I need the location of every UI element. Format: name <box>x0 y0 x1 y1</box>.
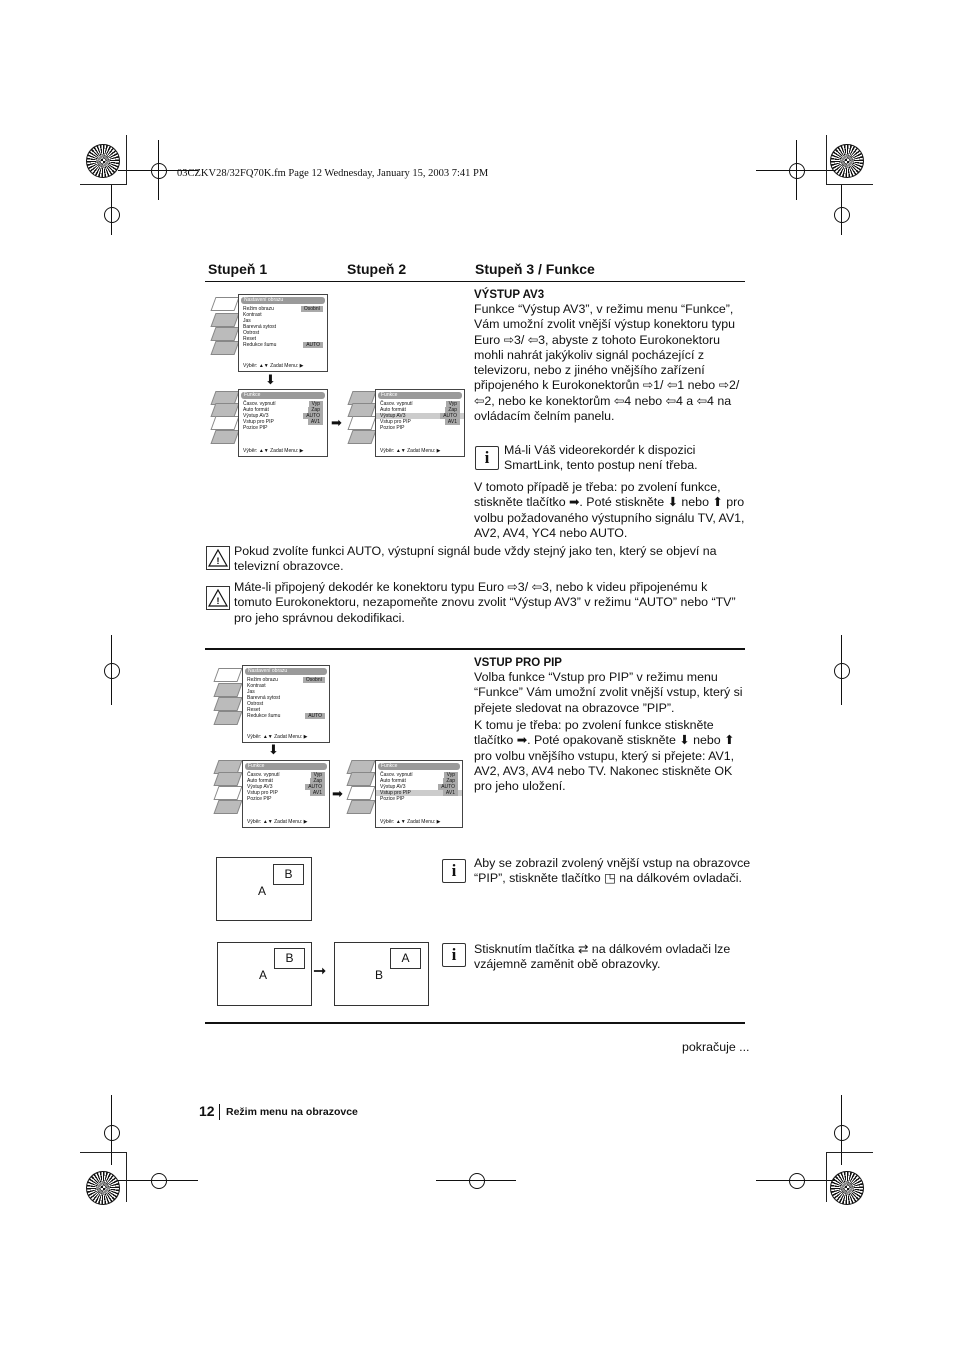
section-divider <box>205 648 745 650</box>
menu-row-label: Časov. vypnutí <box>243 401 276 407</box>
crop-line <box>436 1180 516 1181</box>
menu-row-label: Výstup AV3 <box>243 413 269 419</box>
menu-tab-icon <box>213 697 242 711</box>
section1-info: Má-li Váš videorekordér k dispozici SmartLink, tento postup není třeba. <box>504 443 698 473</box>
menu-row-label: Ostrost <box>243 330 260 336</box>
svg-text:!: ! <box>216 556 220 566</box>
pip-inset: B <box>273 864 304 885</box>
crop-line <box>826 1152 827 1202</box>
menu-row-value: AUTO <box>440 413 460 419</box>
menu-footer: Výběr: ▲▼ Zadat Menu: ▶ <box>247 819 308 825</box>
arrow-down-icon: ⬇ <box>268 742 279 757</box>
arrow-right-icon: ➞ <box>313 963 327 980</box>
menu-tab-icon <box>213 786 242 800</box>
registration-mark <box>789 163 805 179</box>
crop-line <box>756 170 836 171</box>
function-menu <box>242 760 330 828</box>
menu-tab-icon <box>346 772 375 786</box>
function-menu <box>238 389 328 457</box>
swap-info-text: Stisknutím tlačítka ⇄ na dálkovém ovladači lze vzájemně zaměnit obě obrazovky. <box>474 942 731 972</box>
crop-line <box>841 1095 842 1165</box>
menu-row-label: Ostrost <box>247 701 264 707</box>
section-divider <box>205 1022 745 1024</box>
menu-row-value: Vyp <box>311 772 325 778</box>
pip-main-label: B <box>375 968 384 982</box>
menu-tab-icon <box>213 711 242 725</box>
crop-line <box>111 635 112 705</box>
menu-row-value: Zap <box>445 407 460 413</box>
registration-mark <box>151 163 167 179</box>
menu-row-label: Výstup AV3 <box>247 784 273 790</box>
arrow-down-icon: ⬇ <box>265 372 276 387</box>
menu-tab-icon <box>346 786 375 800</box>
menu-title: Nastavení obrazu <box>241 297 325 304</box>
menu-row <box>239 342 327 348</box>
menu-row-label: Auto formát <box>247 778 273 784</box>
pip-info-text: Aby se zobrazil zvolený vnější vstup na obrazovce “PIP”, stiskněte tlačítko ◳ na dálkovém ovladači. <box>474 856 751 886</box>
section1-paragraph1: Funkce “Výstup AV3”, v režimu menu “Funkce”, Vám umožní zvolit vnější výstup konektoru typu Euro ⇨3/ ⇦3, abyste z tohoto Eurokonektoru mohli nahrát jakýkoliv signál pocházející z televizoru, nebo z jiného vnějšího zařízení připojeného k Eurokonektorůn ⇨1/ ⇦1 nebo ⇨2/ ⇦2, nebo ke konektorům ⇦4 nebo ⇦4 a ⇦4 na ovládacím čelním panelu. <box>474 302 740 424</box>
menu-row-label: Vstup pro PIP <box>380 790 411 796</box>
registration-burst-tr <box>830 144 864 178</box>
menu-row-label: Vstup pro PIP <box>247 790 278 796</box>
menu-row-value: Zap <box>308 407 323 413</box>
menu-footer: Výběr: ▲▼ Zadat Menu: ▶ <box>243 448 304 454</box>
menu-title: Funkce <box>241 392 325 399</box>
section2-title: VSTUP PRO PIP <box>474 657 562 669</box>
crop-line <box>826 135 827 185</box>
menu-row-label: Jas <box>243 318 251 324</box>
menu-row-label: Kontrast <box>243 312 262 318</box>
registration-mark <box>834 1125 850 1141</box>
menu-row-label: Režim obrazu <box>243 306 274 312</box>
menu-row-label: Pozice PIP <box>380 796 405 802</box>
crop-line <box>126 135 127 185</box>
menu-row-value: AV1 <box>445 419 460 425</box>
menu-row <box>239 425 327 431</box>
registration-mark <box>104 663 120 679</box>
chapter-title: Režim menu na obrazovce <box>226 1106 358 1118</box>
menu-tab-icon <box>210 403 239 417</box>
menu-row-label: Vstup pro PIP <box>243 419 274 425</box>
pip-inset: B <box>274 948 305 969</box>
menu-row-label: Auto formát <box>243 407 269 413</box>
arrow-right-icon: ➡ <box>332 786 343 801</box>
crop-line <box>80 1152 127 1153</box>
menu-footer: Výběr: ▲▼ Zadat Menu: ▶ <box>380 448 441 454</box>
menu-row-value: Vyp <box>446 401 460 407</box>
menu-tab-icon <box>210 341 239 355</box>
warning-text-decoder: Máte-li připojený dekodér ke konektoru typu Euro ⇨3/ ⇦3, nebo k videu připojenému k tomuto Eurokonektoru, nezapomeňte znovu zvolit “Výstup AV3” v režimu “AUTO” nebo “TV” pro jeho správnou dekodifikaci. <box>234 580 736 625</box>
menu-row-value: Osobní <box>301 306 323 312</box>
pip-inset: A <box>390 948 421 969</box>
menu-footer: Výběr: ▲▼ Zadat Menu: ▶ <box>243 363 304 369</box>
file-info: 03CZKV28/32FQ70K.fm Page 12 Wednesday, January 15, 2003 7:41 PM <box>177 168 489 179</box>
registration-mark <box>104 1125 120 1141</box>
step3-heading: Stupeň 3 / Funkce <box>475 261 595 277</box>
footer-separator <box>219 1104 220 1120</box>
step2-heading: Stupeň 2 <box>347 261 407 277</box>
menu-row-label: Jas <box>247 689 255 695</box>
menu-tab-icon <box>346 800 375 814</box>
menu-row-label: Redukce šumu <box>243 342 277 348</box>
menu-tab-icon <box>213 800 242 814</box>
menu-row-value: AV1 <box>443 790 458 796</box>
heading-rule <box>205 281 745 282</box>
menu-row-label: Časov. vypnutí <box>247 772 280 778</box>
menu-row-value: AUTO <box>438 784 458 790</box>
menu-tab-icon <box>347 416 376 430</box>
menu-row-value: AUTO <box>303 413 323 419</box>
info-icon: i <box>475 446 499 470</box>
menu-row-label: Barevná sytost <box>243 324 277 330</box>
menu-row-value: AV1 <box>308 419 323 425</box>
crop-line <box>841 635 842 705</box>
section1-paragraph2: V tomoto případě je třeba: po zvolení funkce, stiskněte tlačítko ➡. Poté stiskněte ⬇ nebo ⬆ pro volbu požadovaného výstupního signálu TV, AV1, AV2, AV4, YC4 nebo AUTO. <box>474 480 745 540</box>
menu-row-value: Vyp <box>309 401 323 407</box>
arrow-right-icon: ➡ <box>331 415 342 430</box>
menu-row-label: Časov. vypnutí <box>380 401 413 407</box>
menu-row-value: AV1 <box>310 790 325 796</box>
function-menu-selected <box>375 389 465 457</box>
section2-paragraph1: Volba funkce “Vstup pro PIP” v režimu menu “Funkce” Vám umožní zvolit vnější vstup, který si přejete sledovat na obrazovce ”PIP”. <box>474 670 743 715</box>
menu-row-label: Pozice PIP <box>380 425 405 431</box>
menu-row <box>243 713 329 719</box>
menu-row-label: Redukce šumu <box>247 713 281 719</box>
crop-line <box>118 1180 198 1181</box>
registration-burst-bl <box>86 1171 120 1205</box>
menu-row-value: AUTO <box>305 784 325 790</box>
picture-menu <box>238 294 328 372</box>
menu-row-label: Výstup AV3 <box>380 784 406 790</box>
function-menu-selected <box>375 760 463 828</box>
menu-row-label: Auto formát <box>380 778 406 784</box>
crop-line <box>126 1152 127 1202</box>
menu-row-label: Výstup AV3 <box>380 413 406 419</box>
section1-title: VÝSTUP AV3 <box>474 289 545 301</box>
crop-line <box>80 184 127 185</box>
menu-row-label: Kontrast <box>247 683 266 689</box>
menu-row <box>376 796 462 802</box>
menu-row-value: AUTO <box>305 713 325 719</box>
info-icon: i <box>442 859 466 883</box>
menu-tab-icon <box>210 430 239 444</box>
menu-row-value: Zap <box>310 778 325 784</box>
menu-tab-icon <box>210 416 239 430</box>
menu-tab-icon <box>210 297 239 311</box>
menu-tab-icon <box>347 403 376 417</box>
menu-footer: Výběr: ▲▼ Zadat Menu: ▶ <box>247 734 308 740</box>
warning-icon <box>206 586 230 610</box>
warning-triangle-icon <box>207 547 229 569</box>
continue-text: pokračuje ... <box>682 1040 750 1054</box>
menu-row-value: Zap <box>443 778 458 784</box>
menu-row-label: Barevná sytost <box>247 695 281 701</box>
menu-row-label: Režim obrazu <box>247 677 278 683</box>
menu-tab-icon <box>213 668 242 682</box>
registration-mark <box>104 207 120 223</box>
page-number: 12 <box>199 1103 215 1119</box>
pip-main-label: A <box>259 968 268 982</box>
menu-footer: Výběr: ▲▼ Zadat Menu: ▶ <box>380 819 441 825</box>
svg-text:!: ! <box>216 596 220 606</box>
registration-mark <box>789 1173 805 1189</box>
menu-row-label: Reset <box>247 707 261 713</box>
menu-row <box>243 796 329 802</box>
crop-line <box>756 1180 836 1181</box>
registration-burst-br <box>830 1171 864 1205</box>
menu-tab-icon <box>213 683 242 697</box>
info-icon: i <box>442 943 466 967</box>
menu-title: Nastavení obrazu <box>245 668 327 675</box>
menu-tab-icon <box>210 327 239 341</box>
menu-row-label: Auto formát <box>380 407 406 413</box>
warning-icon <box>206 546 230 570</box>
menu-row-label: Reset <box>243 336 257 342</box>
section2-paragraph2: K tomu je třeba: po zvolení funkce stiskněte tlačítko ➡. Poté opakovaně stiskněte ⬇ nebo ⬆ pro volbu vnějšího vstupu, který si přejete: AV1, AV2, AV3, AV4 nebo TV. Nakonec stiskněte OK pro jeho uložení. <box>474 718 735 794</box>
menu-row <box>376 425 464 431</box>
registration-burst-tl <box>86 144 120 178</box>
menu-row-label: Vstup pro PIP <box>380 419 411 425</box>
crop-line <box>111 185 112 235</box>
crop-line <box>111 1095 112 1165</box>
menu-row-value: Osobní <box>303 677 325 683</box>
menu-tab-icon <box>210 313 239 327</box>
crop-line <box>826 184 873 185</box>
menu-row-label: Časov. vypnutí <box>380 772 413 778</box>
menu-tab-icon <box>347 430 376 444</box>
registration-mark <box>834 663 850 679</box>
menu-row-value: AUTO <box>303 342 323 348</box>
menu-row-label: Pozice PIP <box>243 425 268 431</box>
menu-title: Funkce <box>378 392 462 399</box>
step1-heading: Stupeň 1 <box>208 261 268 277</box>
registration-mark <box>834 207 850 223</box>
registration-mark <box>469 1173 485 1189</box>
crop-line <box>826 1152 873 1153</box>
menu-tab-icon <box>213 772 242 786</box>
warning-text-auto: Pokud zvolíte funkci AUTO, výstupní signál bude vždy stejný jako ten, který se objeví na televizní obrazovce. <box>234 544 717 574</box>
pip-main-label: A <box>258 884 267 898</box>
picture-menu <box>242 665 330 743</box>
crop-line <box>841 185 842 235</box>
menu-row-value: Vyp <box>444 772 458 778</box>
menu-title: Funkce <box>245 763 327 770</box>
registration-mark <box>151 1173 167 1189</box>
menu-title: Funkce <box>378 763 460 770</box>
warning-triangle-icon <box>207 587 229 609</box>
menu-row-label: Pozice PIP <box>247 796 272 802</box>
